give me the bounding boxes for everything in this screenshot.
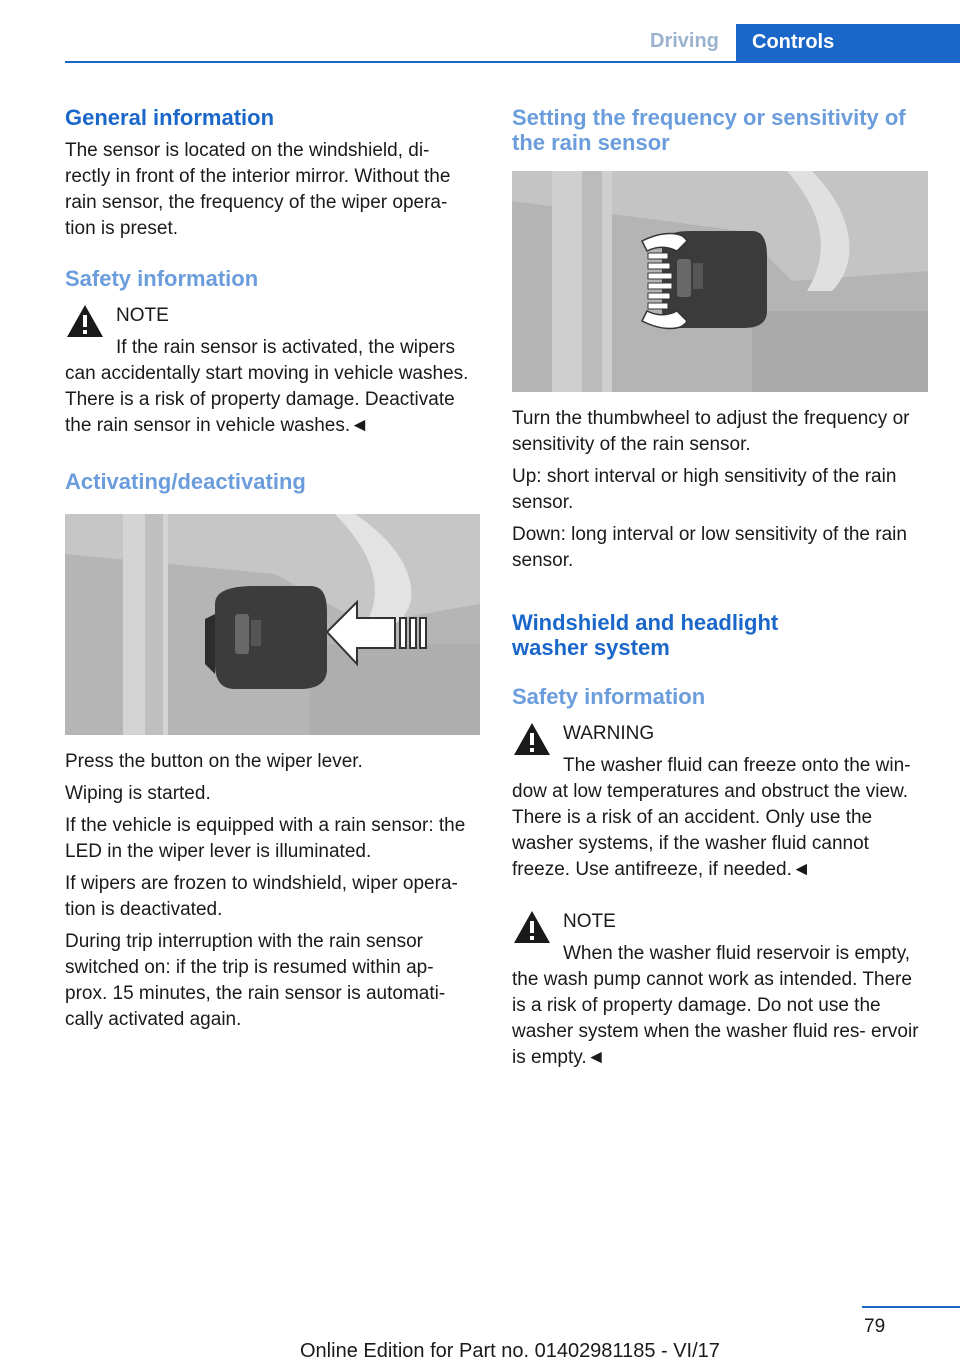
left-column bbox=[65, 100, 480, 1033]
warning-notice bbox=[512, 721, 928, 883]
washer-note-text-rest: the wash pump cannot work as intended. There is a risk of property damage. Do not use the washer system when the washer fluid res‐ ervoir is empty.◄ bbox=[512, 969, 919, 1068]
wiping-started-text: Wiping is started. bbox=[65, 783, 211, 804]
warning-label: WARNING bbox=[563, 723, 655, 744]
general-information-heading: General information bbox=[65, 105, 275, 130]
wiper-lever-button-photo bbox=[65, 514, 480, 735]
frozen-wipers-text: If wipers are frozen to windshield, wiper opera‐ tion is deactivated. bbox=[65, 873, 458, 920]
tab-driving[interactable]: Driving bbox=[650, 30, 719, 52]
windshield-washer-heading: Windshield and headlight washer system bbox=[512, 610, 779, 660]
right-column bbox=[512, 100, 928, 1071]
footer-rule bbox=[862, 1306, 960, 1308]
note-notice bbox=[65, 303, 480, 439]
press-button-text: Press the button on the wiper lever. bbox=[65, 751, 363, 772]
down-long-interval-text: Down: long interval or low sensitivity of the rain sensor. bbox=[512, 524, 907, 571]
page-number: 79 bbox=[864, 1316, 886, 1337]
header-rule bbox=[65, 61, 960, 63]
trip-interruption-text: During trip interruption with the rain sensor switched on: if the trip is resumed within ap‐ prox. 15 minutes, the rain sensor is automati‐ cally activated again. bbox=[65, 931, 446, 1030]
rain-sensor-led-text: If the vehicle is equipped with a rain sensor: the LED in the wiper lever is illuminated. bbox=[65, 815, 466, 862]
note-label: NOTE bbox=[116, 305, 169, 326]
turn-thumbwheel-text: Turn the thumbwheel to adjust the frequency or sensitivity of the rain sensor. bbox=[512, 408, 910, 455]
safety-information-heading: Safety information bbox=[65, 266, 259, 291]
tab-controls[interactable]: Controls bbox=[736, 24, 960, 62]
note-label: NOTE bbox=[563, 911, 616, 932]
note-text-rest: can accidentally start moving in vehicle washes. There is a risk of property damage. Deactivate the rain sensor in vehicle washes.◄ bbox=[65, 363, 469, 436]
thumbwheel-photo bbox=[512, 171, 928, 392]
warning-text-first: The washer fluid can freeze onto the win‐ bbox=[563, 755, 911, 776]
frequency-sensitivity-heading: Setting the frequency or sensitivity of the rain sensor bbox=[512, 105, 906, 155]
up-short-interval-text: Up: short interval or high sensitivity of the rain sensor. bbox=[512, 466, 897, 513]
washer-note-notice bbox=[512, 909, 928, 1071]
warning-triangle-icon bbox=[512, 909, 552, 945]
note-text-first: If the rain sensor is activated, the wipers bbox=[116, 337, 455, 358]
warning-triangle-icon bbox=[65, 303, 105, 339]
warning-triangle-icon bbox=[512, 721, 552, 757]
washer-note-text-first: When the washer fluid reservoir is empty, bbox=[563, 943, 911, 964]
washer-safety-information-heading: Safety information bbox=[512, 684, 706, 709]
footer-edition: Online Edition for Part no. 01402981185 - VI/17 bbox=[300, 1340, 720, 1362]
general-information-text: The sensor is located on the windshield, di‐ rectly in front of the interior mirror. Without the rain sensor, the frequency of the wiper opera‐ tion is preset. bbox=[65, 140, 451, 239]
warning-text-rest: dow at low temperatures and obstruct the view. There is a risk of an accident. Only use the washer systems, if the washer fluid cannot freeze. Use antifreeze, if needed.◄ bbox=[512, 781, 909, 880]
activating-heading: Activating/deactivating bbox=[65, 469, 306, 494]
